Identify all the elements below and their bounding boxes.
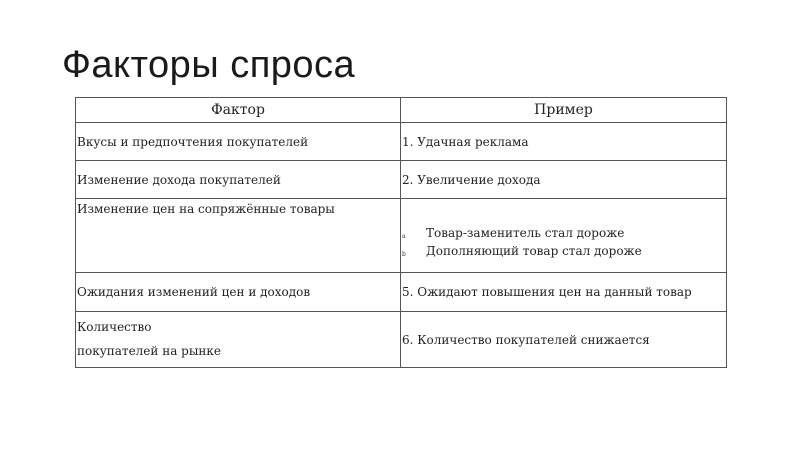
- table-row: [76, 123, 727, 161]
- factor-cell: Изменение дохода покупателей: [76, 161, 401, 199]
- factor-cell: Ожидания изменений цен и доходов: [76, 273, 401, 312]
- table-row: [76, 161, 727, 199]
- factor-line: покупателей на рынке: [77, 344, 222, 358]
- list-item-text: Дополняющий товар стал дороже: [426, 243, 642, 258]
- factors-table: [75, 97, 727, 368]
- header-factor: Фактор: [76, 98, 401, 123]
- example-cell: 5. Ожидают повышения цен на данный товар: [401, 273, 727, 312]
- example-cell: 2. Увеличение дохода: [401, 161, 727, 199]
- table-header-row: [76, 98, 727, 123]
- list-marker: b: [402, 250, 406, 258]
- table-row: [76, 312, 727, 368]
- example-cell: [401, 199, 727, 273]
- slide-title: Факторы спроса: [62, 44, 356, 86]
- factor-cell: Изменение цен на сопряжённые товары: [76, 199, 401, 273]
- list-item: [402, 224, 725, 242]
- table-row: [76, 199, 727, 273]
- list-marker: a: [402, 232, 406, 240]
- list-item-text: Товар-заменитель стал дороже: [426, 225, 625, 240]
- table-row: [76, 273, 727, 312]
- factor-cell: [76, 312, 401, 368]
- example-cell: 6. Количество покупателей снижается: [401, 312, 727, 368]
- example-sublist: [402, 224, 725, 260]
- factor-cell: Вкусы и предпочтения покупателей: [76, 123, 401, 161]
- factor-line: Количество: [77, 320, 152, 334]
- list-item: [402, 242, 725, 260]
- example-cell: 1. Удачная реклама: [401, 123, 727, 161]
- header-example: Пример: [401, 98, 727, 123]
